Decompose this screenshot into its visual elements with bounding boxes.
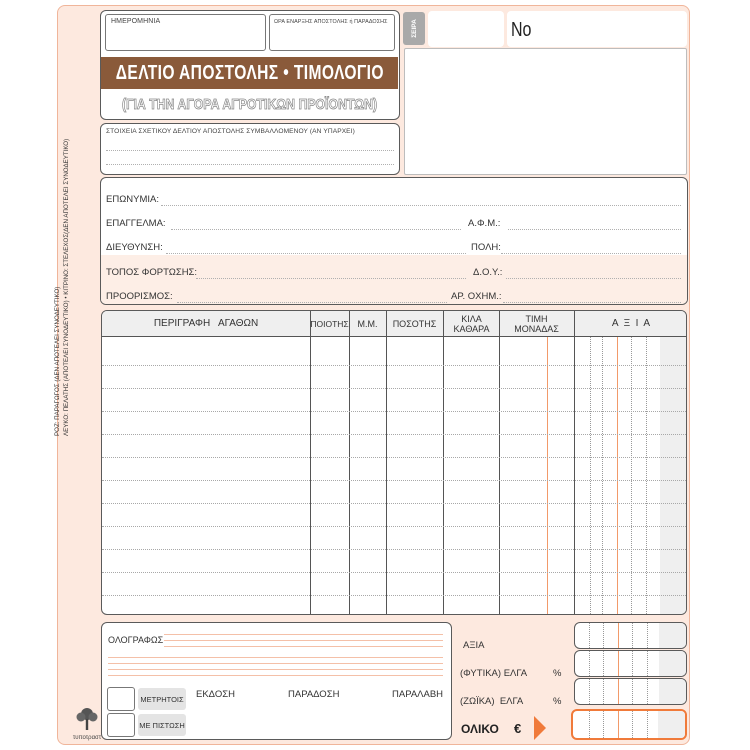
series-label: ΣΕΙΡΑ	[410, 19, 418, 38]
copy-note-line1: ΡΟΖ: ΠΑΡΑΓΩΓΟΣ (ΔΕΝ ΑΠΟΤΕΛΕΙ ΣΥΝΟΔΕΥΤΙΚΟ)	[54, 286, 61, 436]
plant-levy-percent: %	[553, 668, 562, 679]
city-label: ΠΟΛΗ:	[471, 242, 501, 253]
animal-levy-label: (ΖΩΪΚΑ) ΕΛΓΑ	[460, 696, 524, 707]
form-sheet	[54, 5, 690, 745]
goods-table	[101, 310, 687, 615]
copy-note-line2: ΛΕΥΚΟ: ΠΕΛΑΤΗΣ (ΑΠΟΤΕΛΕΙ ΣΥΝΟΔΕΥΤΙΚΟ) • ΚΙΤΡΙΝΟ: ΣΤΕΛΕΧΟΣ(ΔΕΝ ΑΠΟΤΕΛΕΙ ΣΥΝΟΔΕΥΤΙΚΟ)	[62, 138, 70, 436]
plant-levy-label: (ΦΥΤΙΚΑ) ΕΛΓΑ	[460, 668, 528, 679]
city-field[interactable]	[501, 253, 681, 254]
profession-label: ΕΠΑΓΓΕΛΜΑ:	[106, 218, 166, 229]
vat-field[interactable]	[508, 229, 681, 230]
grand-total-label: ΟΛΙΚΟ	[461, 722, 499, 736]
delivery-signature-label: ΠΑΡΑΔΟΣΗ	[288, 689, 340, 700]
destination-label: ΠΡΟΟΡΙΣΜΟΣ:	[106, 291, 173, 302]
cash-button[interactable]	[138, 688, 186, 710]
related-note-box[interactable]	[100, 123, 400, 175]
customer-info-block	[100, 177, 688, 305]
col-net-kilos: ΚΙΛΑ ΚΑΘΑΡΑ	[453, 314, 490, 334]
brand-logo	[70, 706, 104, 742]
header-block	[100, 10, 400, 120]
cash-checkbox[interactable]	[107, 687, 135, 711]
col-unit-price: ΤΙΜΗ ΜΟΝΑΔΑΣ	[514, 314, 559, 334]
series-field[interactable]	[428, 11, 504, 47]
number-field[interactable]	[507, 11, 687, 47]
grand-total-field[interactable]	[571, 709, 687, 740]
value-total-field[interactable]	[574, 622, 687, 649]
number-label: No	[511, 19, 532, 41]
col-quality: ΠΟΙΟΤΗΣ	[310, 319, 349, 329]
profession-field[interactable]	[171, 229, 461, 230]
currency-symbol: €	[514, 721, 522, 736]
brand-name: τυποτραστ	[72, 735, 102, 741]
vehicle-label: ΑΡ. ΟΧΗΜ.:	[451, 291, 502, 302]
cash-label: ΜΕΤΡΗΤΟΙΣ	[140, 694, 184, 704]
col-description: ΠΕΡΙΓΡΑΦΗ ΑΓΑΘΩΝ	[153, 318, 259, 329]
receipt-signature-label: ΠΑΡΑΛΑΒΗ	[392, 689, 444, 700]
title-band	[101, 57, 398, 89]
in-words-label: ΟΛΟΓΡΑΦΩΣ	[108, 635, 164, 645]
address-label: ΔΙΕΥΘΥΝΣΗ:	[106, 242, 163, 253]
loading-place-field[interactable]	[196, 278, 466, 279]
document-title: ΔΕΛΤΙΟ ΑΠΟΣΤΟΛΗΣ • ΤΙΜΟΛΟΓΙΟ	[115, 61, 384, 84]
in-words-field[interactable]	[164, 646, 443, 647]
col-value: Α Ξ Ι Α	[611, 318, 651, 329]
arrow-right-icon	[534, 716, 546, 740]
issue-signature-label: ΕΚΔΟΣΗ	[196, 689, 235, 700]
address-field[interactable]	[166, 253, 466, 254]
stamp-area[interactable]	[404, 48, 687, 175]
company-name-label: ΕΠΩΝΥΜΙΑ:	[106, 194, 160, 205]
vat-label: Α.Φ.Μ.:	[468, 218, 501, 229]
tax-office-field[interactable]	[506, 278, 681, 279]
animal-levy-percent: %	[553, 696, 562, 707]
tax-office-label: Δ.Ο.Υ.:	[473, 267, 503, 278]
col-quantity: ΠΟΣΟΤΗΣ	[392, 319, 437, 329]
animal-levy-field[interactable]	[574, 678, 687, 705]
subtitle-text: (ΓΙΑ ΤΗΝ ΑΓΟΡΑ ΑΓΡΟΤΙΚΩΝ ΠΡΟΪΟΝΤΩΝ)	[121, 95, 378, 113]
copy-color-note	[54, 136, 90, 436]
loading-place-label: ΤΟΠΟΣ ΦΟΡΤΩΣΗΣ:	[106, 267, 198, 278]
start-time-label: ΩΡΑ ΕΝΑΡΞΗΣ ΑΠΟΣΤΟΛΗΣ ή ΠΑΡΑΔΟΣΗΣ	[274, 19, 388, 25]
destination-field[interactable]	[177, 302, 447, 303]
start-time-field[interactable]	[269, 14, 395, 51]
amount-in-words-box	[101, 622, 452, 740]
plant-levy-field[interactable]	[574, 650, 687, 677]
tree-logo-icon	[70, 706, 104, 732]
value-total-label: ΑΞΙΑ	[463, 640, 485, 651]
related-note-label: ΣΤΟΙΧΕΙΑ ΣΧΕΤΙΚΟΥ ΔΕΛΤΙΟΥ ΑΠΟΣΤΟΛΗΣ ΣΥΜΒΑΛΛΟΜΕΝΟΥ (ΑΝ ΥΠΑΡΧΕΙ)	[106, 128, 355, 135]
document-subtitle	[101, 93, 398, 115]
date-field[interactable]	[105, 14, 266, 51]
date-label: ΗΜΕΡΟΜΗΝΙΑ	[111, 18, 161, 25]
col-unit: Μ.Μ.	[357, 319, 378, 329]
vehicle-field[interactable]	[503, 302, 681, 303]
series-tab	[403, 12, 425, 45]
credit-button[interactable]	[138, 714, 186, 736]
credit-label: ΜΕ ΠΙΣΤΩΣΗ	[139, 720, 185, 730]
credit-checkbox[interactable]	[107, 713, 135, 737]
company-name-field[interactable]	[161, 205, 681, 206]
